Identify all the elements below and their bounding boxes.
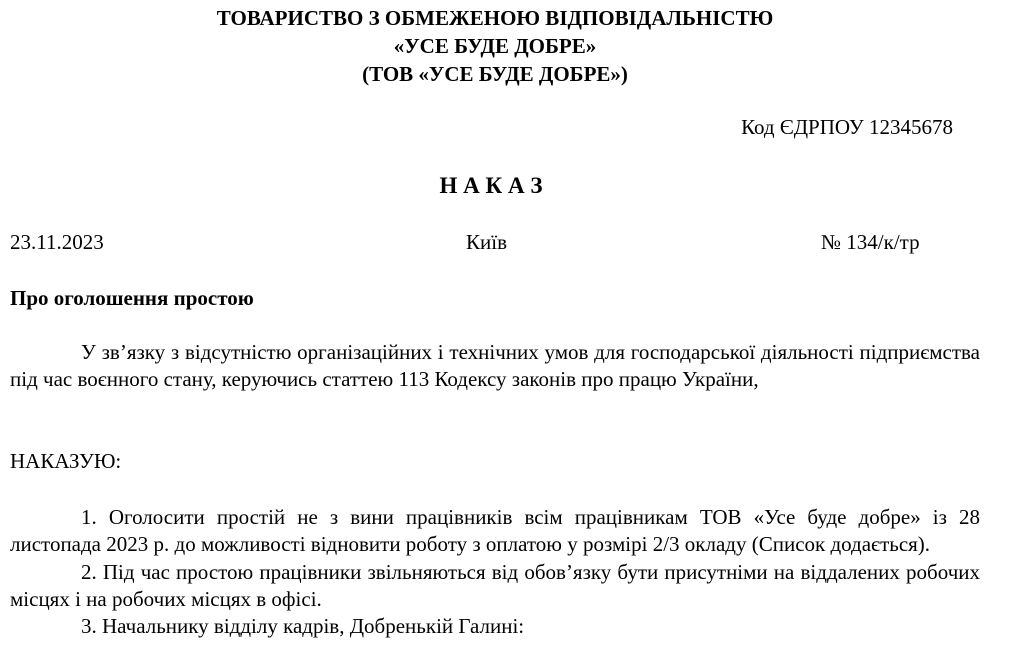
edrpou-code: Код ЄДРПОУ 12345678 bbox=[741, 115, 953, 139]
order-number: № 134/к/тр bbox=[821, 230, 920, 254]
company-short-name: (ТОВ «УСЕ БУДЕ ДОБРЕ») bbox=[362, 62, 628, 86]
preamble bbox=[10, 339, 980, 394]
order-item: 1. Оголосити простій не з вини працівників всім працівникам ТОВ «Усе буде добре» із 28 листопада 2023 р. до можливості відновити роботу з оплатою у розмірі 2/3 окладу (Список додається). bbox=[10, 505, 980, 557]
company-full-name: ТОВАРИСТВО З ОБМЕЖЕНОЮ ВІДПОВІДАЛЬНІСТЮ bbox=[216, 6, 774, 30]
order-items bbox=[10, 504, 980, 640]
order-item: 2. Під час простою працівники звільняються від обов’язку бути присутніми на віддалених робочих місцях і на робочих місцях в офісі. bbox=[10, 559, 980, 611]
preamble-text: У зв’язку з відсутністю організаційних і технічних умов для господарської діяльності підприємства під час воєнного стану, керуючись статтею 113 Кодексу законів про працю України, bbox=[10, 340, 980, 392]
order-subject: Про оголошення простою bbox=[10, 286, 254, 310]
order-date: 23.11.2023 bbox=[10, 230, 104, 254]
order-word: НАКАЗУЮ: bbox=[10, 449, 122, 473]
document-type: Н А К А З bbox=[439, 173, 543, 198]
company-name: «УСЕ БУДЕ ДОБРЕ» bbox=[393, 34, 597, 58]
order-item: 3. Начальнику відділу кадрів, Добренькій Галині: bbox=[81, 614, 525, 639]
order-city: Київ bbox=[466, 230, 507, 254]
